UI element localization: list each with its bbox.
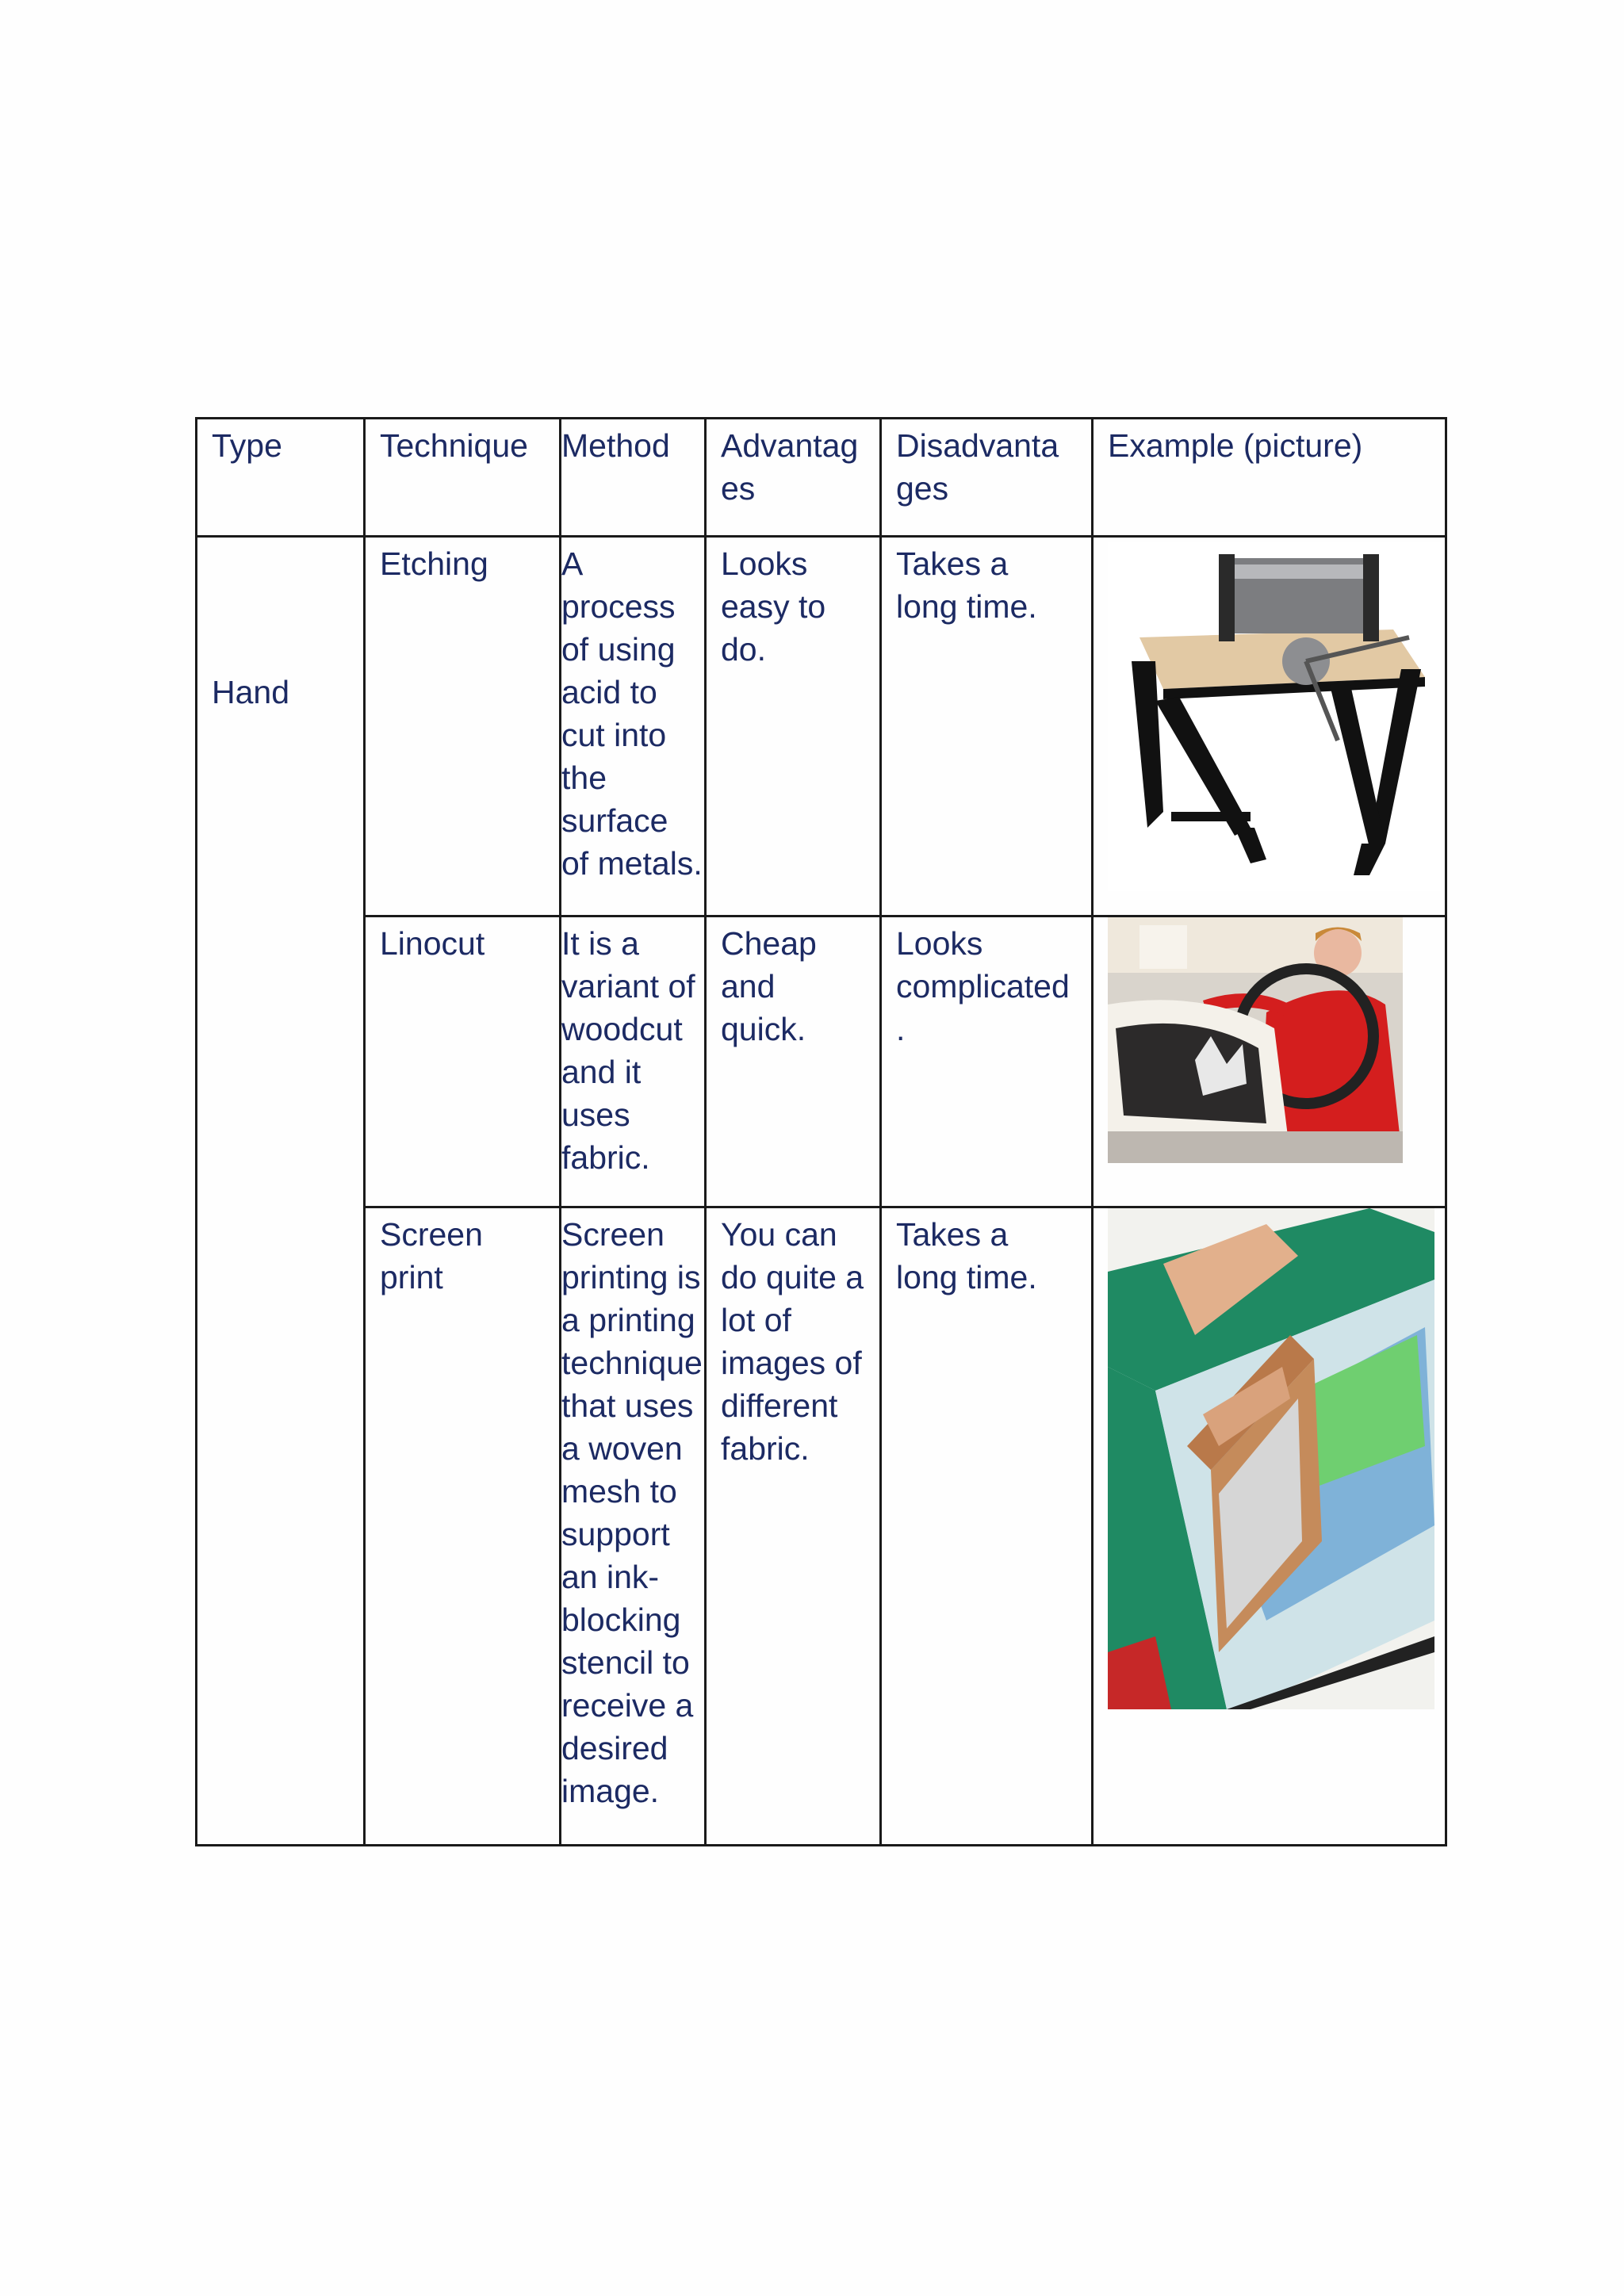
example-cell	[1093, 916, 1446, 1207]
type-cell	[197, 537, 365, 1846]
advantages-cell: Cheap and quick.	[706, 916, 881, 1207]
table-row	[197, 1207, 1446, 1846]
method-cell: It is a variant of woodcut and it uses fabric.	[561, 916, 706, 1207]
disadvantages-cell: Looks complicated .	[881, 916, 1093, 1207]
table-header-row	[197, 419, 1446, 537]
table-row	[197, 537, 1446, 916]
technique-cell: Linocut	[365, 916, 561, 1207]
header-method: Method	[561, 419, 706, 537]
method-cell: Screen printing is a printing technique that uses a woven mesh to support an ink-blocking stencil to receive a desired image.	[561, 1207, 706, 1846]
printmaking-table	[195, 417, 1447, 1846]
method-cell: A process of using acid to cut into the surface of metals.	[561, 537, 706, 916]
header-technique: Technique	[365, 419, 561, 537]
advantages-cell: Looks easy to do.	[706, 537, 881, 916]
etching-press-photo	[1108, 542, 1441, 891]
header-advantages: Advantag es	[706, 419, 881, 537]
header-example: Example (picture)	[1093, 419, 1446, 537]
header-type: Type	[197, 419, 365, 537]
header-disadvantages: Disadvanta ges	[881, 419, 1093, 537]
table-row	[197, 916, 1446, 1207]
screen-printing-photo	[1108, 1208, 1434, 1709]
disadvantages-cell: Takes a long time.	[881, 1207, 1093, 1846]
technique-cell: Screen print	[365, 1207, 561, 1846]
advantages-cell: You can do quite a lot of images of different fabric.	[706, 1207, 881, 1846]
linocut-printing-photo	[1108, 917, 1403, 1163]
example-cell	[1093, 1207, 1446, 1846]
disadvantages-cell: Takes a long time.	[881, 537, 1093, 916]
type-label: Hand	[212, 674, 290, 710]
technique-cell: Etching	[365, 537, 561, 916]
example-cell	[1093, 537, 1446, 916]
